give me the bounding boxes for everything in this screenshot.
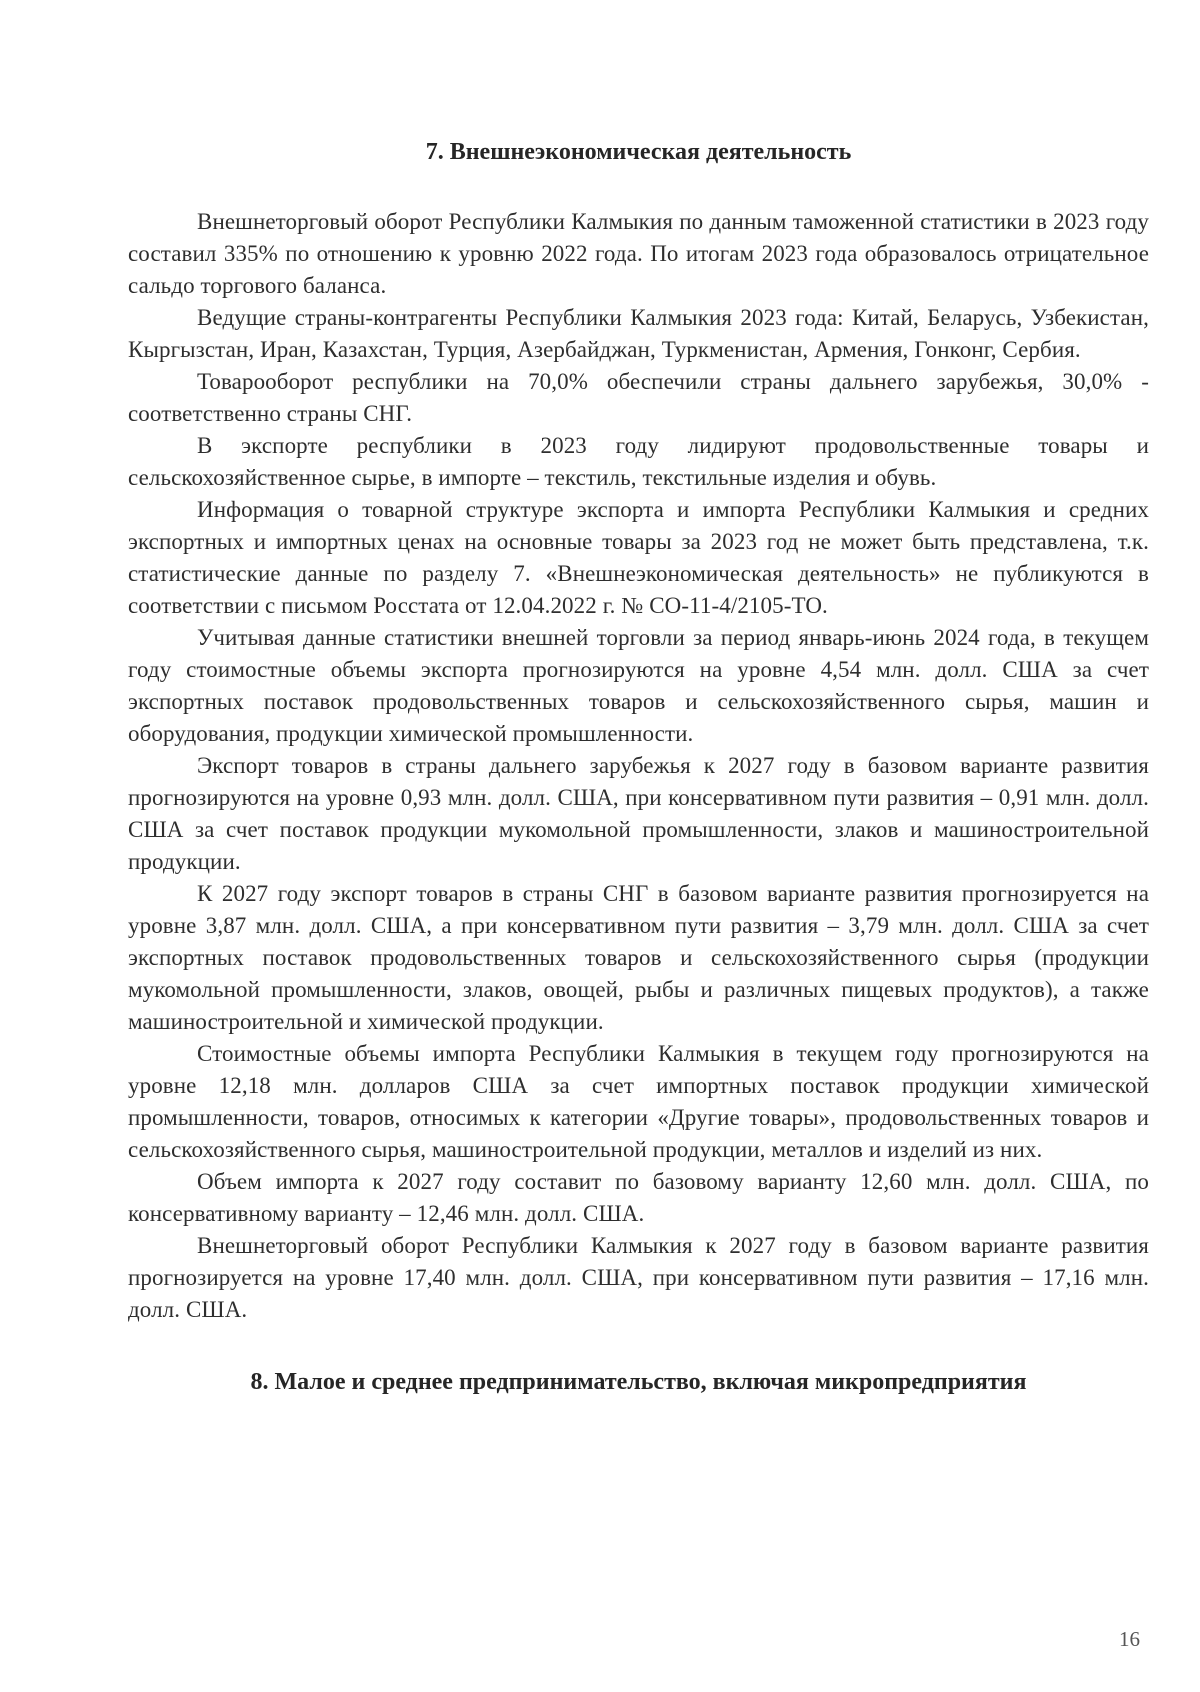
paragraph-trade-turnover: Внешнеторговый оборот Республики Калмыкия по данным таможенной статистики в 2023 году составил 335% по отношению к уровню 2022 года. По итогам 2023 года образовалось отрицательное сальдо торгового баланса. — [128, 209, 1149, 298]
paragraph-export-forecast: Учитывая данные статистики внешней торговли за период январь-июнь 2024 года, в текущем году стоимостные объемы экспорта прогнозируются на уровне 4,54 млн. долл. США за счет экспортных поставок продовольственных товаров и сельскохозяйственного сырья, машин и оборудования, продукции химической промышленности. — [128, 625, 1149, 746]
paragraph-export-import-leaders: В экспорте республики в 2023 году лидируют продовольственные товары и сельскохозяйственное сырье, в импорте – текстиль, текстильные изделия и обувь. — [128, 433, 1149, 490]
paragraph-partner-countries: Ведущие страны-контрагенты Республики Калмыкия 2023 года: Китай, Беларусь, Узбекистан, Кыргызстан, Иран, Казахстан, Турция, Азербайджан, Туркменистан, Армения, Гонконг, Сербия. — [128, 305, 1149, 362]
paragraph-structure-info: Информация о товарной структуре экспорта и импорта Республики Калмыкия и средних экспортных и импортных ценах на основные товары за 2023 год не может быть представлена, т.к. статистические данные по разделу 7. «Внешнеэкономическая деятельность» не публикуются в соответствии с письмом Росстата от 12.04.2022 г. № СО-11-4/2105-ТО. — [128, 497, 1149, 618]
paragraph-import-2027: Объем импорта к 2027 году составит по базовому варианту 12,60 млн. долл. США, по консервативному варианту – 12,46 млн. долл. США. — [128, 1169, 1149, 1226]
paragraph-turnover-2027: Внешнеторговый оборот Республики Калмыкия к 2027 году в базовом варианте развития прогнозируется на уровне 17,40 млн. долл. США, при консервативном пути развития – 17,16 млн. долл. США. — [128, 1233, 1149, 1322]
page-content — [128, 136, 1149, 1398]
paragraph-import-forecast: Стоимостные объемы импорта Республики Калмыкия в текущем году прогнозируются на уровне 12,18 млн. долларов США за счет импортных поставок продукции химической промышленности, товаров, относимых к категории «Другие товары», продовольственных товаров и сельскохозяйственного сырья, машиностроительной продукции, металлов и изделий из них. — [128, 1041, 1149, 1162]
section-7-title: 7. Внешнеэкономическая деятельность — [425, 139, 852, 165]
paragraph-turnover-shares: Товарооборот республики на 70,0% обеспечили страны дальнего зарубежья, 30,0% - соответственно страны СНГ. — [128, 369, 1149, 426]
section-8-title: 8. Малое и среднее предпринимательство, включая микропредприятия — [250, 1369, 1027, 1395]
page-number: 16 — [1119, 1627, 1140, 1651]
paragraph-far-abroad-export: Экспорт товаров в страны дальнего зарубежья к 2027 году в базовом варианте развития прогнозируются на уровне 0,93 млн. долл. США, при консервативном пути развития – 0,91 млн. долл. США за счет поставок продукции мукомольной промышленности, злаков и машиностроительной продукции. — [128, 753, 1149, 874]
paragraph-cis-export: К 2027 году экспорт товаров в страны СНГ в базовом варианте развития прогнозируется на уровне 3,87 млн. долл. США, а при консервативном пути развития – 3,79 млн. долл. США за счет экспортных поставок продовольственных товаров и сельскохозяйственного сырья (продукции мукомольной промышленности, злаков, овощей, рыбы и различных пищевых продуктов), а также машиностроительной и химической продукции. — [128, 881, 1149, 1034]
